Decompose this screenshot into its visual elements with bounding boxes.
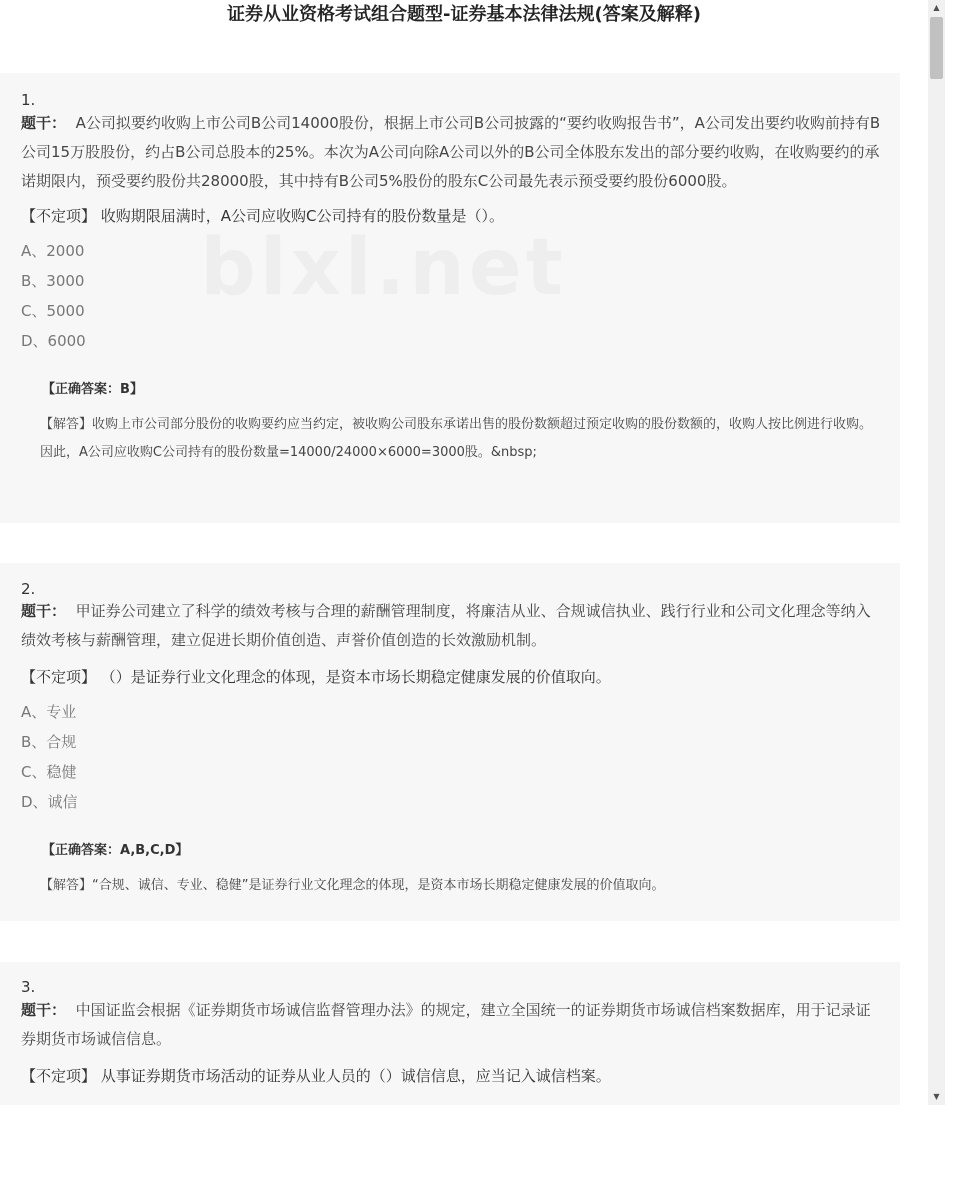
question-card bbox=[0, 563, 900, 921]
question-number: 1. bbox=[21, 91, 36, 109]
explanation: 【解答】收购上市公司部分股份的收购要约应当约定，被收购公司股东承诺出售的股份数额超过预定收购的股份数额的，收购人按比例进行收购。因此，A公司应收购C公司持有的股份数量=14000/24000×6000=3000股。&nbsp; bbox=[40, 417, 873, 460]
answer-value: B bbox=[120, 382, 130, 397]
correct-answer bbox=[42, 380, 143, 400]
question-text: 【不定项】 （）是证券行业文化理念的体现，是资本市场长期稳定健康发展的价值取向。 bbox=[21, 668, 611, 686]
watermark bbox=[200, 223, 567, 313]
correct-answer bbox=[42, 841, 188, 861]
answer-suffix: 】 bbox=[175, 843, 189, 858]
option-c[interactable]: C、5000 bbox=[21, 302, 85, 320]
scrollbar-thumb[interactable] bbox=[930, 17, 943, 79]
stem-label: 题干： bbox=[21, 602, 67, 620]
explanation: 【解答】“合规、诚信、专业、稳健”是证券行业文化理念的体现，是资本市场长期稳定健康发展的价值取向。 bbox=[40, 878, 665, 893]
question-stem bbox=[21, 109, 881, 196]
stem-label: 题干： bbox=[21, 114, 67, 132]
option-b[interactable]: B、3000 bbox=[21, 272, 85, 290]
option-a[interactable]: A、2000 bbox=[21, 242, 85, 260]
page-title: 证券从业资格考试组合题型-证券基本法律法规(答案及解释) bbox=[227, 4, 701, 25]
answer-value: A,B,C,D bbox=[120, 843, 176, 858]
scroll-up-arrow-icon[interactable]: ▲ bbox=[933, 3, 940, 12]
scroll-down-arrow-icon[interactable]: ▼ bbox=[933, 1092, 940, 1101]
option-d[interactable]: D、诚信 bbox=[21, 793, 78, 811]
answer-suffix: 】 bbox=[129, 382, 143, 397]
stem-label: 题干： bbox=[21, 1001, 67, 1019]
stem-text: 中国证监会根据《证券期货市场诚信监督管理办法》的规定，建立全国统一的证券期货市场诚信档案数据库，用于记录证券期货市场诚信信息。 bbox=[21, 1001, 871, 1048]
question-number: 2. bbox=[21, 580, 36, 598]
answer-prefix: 【正确答案： bbox=[42, 382, 121, 397]
question-stem bbox=[21, 597, 881, 655]
option-a[interactable]: A、专业 bbox=[21, 703, 77, 721]
option-b[interactable]: B、合规 bbox=[21, 733, 77, 751]
vertical-scrollbar[interactable] bbox=[928, 0, 945, 1105]
stem-text: 甲证券公司建立了科学的绩效考核与合理的薪酬管理制度，将廉洁从业、合规诚信执业、践行行业和公司文化理念等纳入绩效考核与薪酬管理，建立促进长期价值创造、声誉价值创造的长效激励机制。 bbox=[21, 602, 871, 649]
question-card bbox=[0, 962, 900, 1105]
question-text: 【不定项】 从事证券期货市场活动的证券从业人员的（）诚信信息，应当记入诚信档案。 bbox=[21, 1067, 611, 1085]
question-card bbox=[0, 73, 900, 523]
option-d[interactable]: D、6000 bbox=[21, 332, 86, 350]
question-number: 3. bbox=[21, 978, 36, 996]
answer-prefix: 【正确答案： bbox=[42, 843, 121, 858]
stem-text: A公司拟要约收购上市公司B公司14000股份，根据上市公司B公司披露的“要约收购报告书”，A公司发出要约收购前持有B公司15万股股份，约占B公司总股本的25%。本次为A公司向除A公司以外的B公司全体股东发出的部分要约收购，在收购要约的承诺期限内，预受要约股份共28000股，其中持有B公司5%股份的股东C公司最先表示预受要约股份6000股。 bbox=[21, 114, 881, 190]
option-c[interactable]: C、稳健 bbox=[21, 763, 77, 781]
question-stem bbox=[21, 996, 881, 1054]
question-text: 【不定项】 收购期限届满时，A公司应收购C公司持有的股份数量是（）。 bbox=[21, 207, 505, 225]
